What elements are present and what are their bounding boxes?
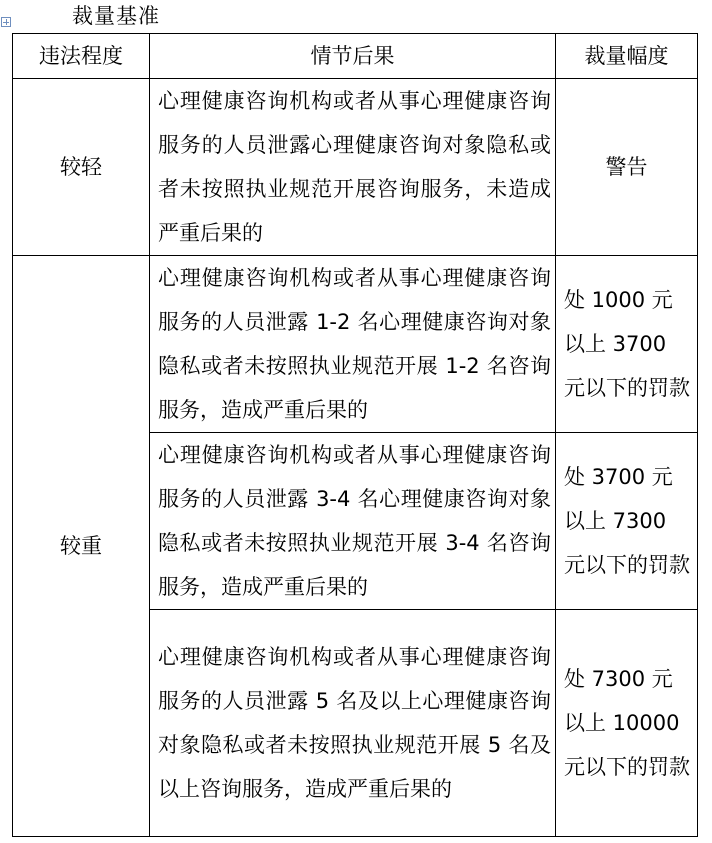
range-cell [556,256,698,433]
level-cell [13,256,150,837]
table-row [13,79,698,256]
header-level-cell [13,34,150,79]
header-consequence-cell [150,34,556,79]
header-level-label: 违法程度 [39,44,123,68]
consequence-cell [150,79,556,256]
table-header-row [13,34,698,79]
range-cell [556,79,698,256]
consequence-cell [150,433,556,610]
range-text: 处 1000 元以上 3700 元以下的罚款 [564,288,690,400]
consequence-cell [150,256,556,433]
table-row [13,256,698,433]
level-label: 较轻 [60,155,102,179]
range-text: 处 3700 元以上 7300 元以下的罚款 [564,465,690,577]
level-label: 较重 [60,534,102,558]
consequence-text: 心理健康咨询机构或者从事心理健康咨询服务的人员泄露 3-4 名心理健康咨询对象隐私或者未按照执业规范开展 3-4 名咨询服务，造成严重后果的 [158,443,551,599]
header-range-cell [556,34,698,79]
level-cell [13,79,150,256]
table-move-handle-icon[interactable] [1,17,11,27]
discretion-standard-table [12,33,698,837]
document-title: 裁量基准 [72,4,160,28]
consequence-cell [150,610,556,837]
consequence-text: 心理健康咨询机构或者从事心理健康咨询服务的人员泄露心理健康咨询对象隐私或者未按照执业规范开展咨询服务，未造成严重后果的 [158,89,551,245]
header-range-label: 裁量幅度 [584,44,669,68]
range-text: 警告 [605,155,648,179]
header-consequence-label: 情节后果 [310,44,395,68]
range-text: 处 7300 元以上 10000 元以下的罚款 [564,667,690,779]
range-cell [556,610,698,837]
consequence-text: 心理健康咨询机构或者从事心理健康咨询服务的人员泄露 1-2 名心理健康咨询对象隐私或者未按照执业规范开展 1-2 名咨询服务，造成严重后果的 [158,266,551,422]
consequence-text: 心理健康咨询机构或者从事心理健康咨询服务的人员泄露 5 名及以上心理健康咨询对象隐私或者未按照执业规范开展 5 名及以上咨询服务，造成严重后果的 [158,645,551,801]
range-cell [556,433,698,610]
